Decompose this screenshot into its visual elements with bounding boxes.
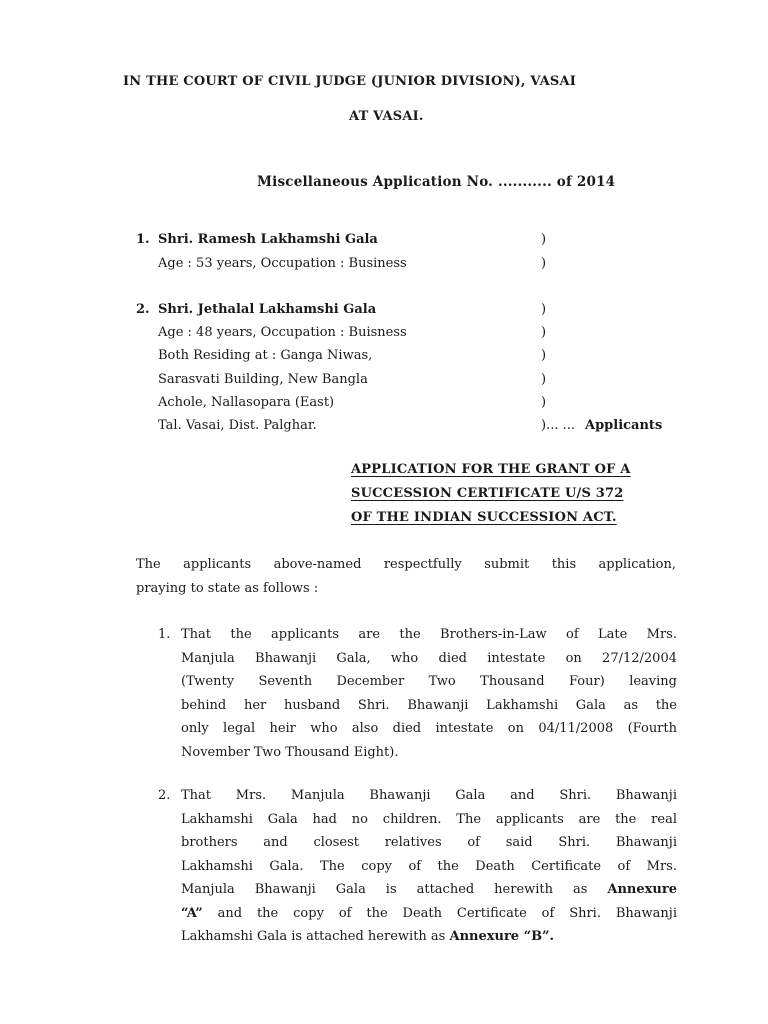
bracket-dots: )... ...	[541, 418, 575, 433]
bracket: )	[541, 232, 547, 247]
applicant-2-address-line: Sarasvati Building, New Bangla	[158, 372, 368, 387]
applicant-2-address-row	[136, 414, 696, 438]
applicant-1-details: Age : 53 years, Occupation : Business	[158, 256, 407, 271]
applicants-label: Applicants	[585, 418, 663, 433]
applicant-2-address-row	[136, 344, 696, 368]
applicant-2-address-row	[136, 368, 696, 392]
subject-line-3: OF THE INDIAN SUCCESSION ACT.	[351, 510, 617, 525]
paragraph-line: only legal heir who also died intestate on 04/11/2008 (Fourth	[181, 721, 677, 736]
annexure-b-label: Annexure “B”.	[449, 929, 555, 944]
applicant-1-details-row	[136, 252, 696, 276]
applicant-2-address-row	[136, 391, 696, 415]
paragraph-line	[181, 925, 677, 949]
annexure-a-label: Annexure	[607, 882, 677, 897]
bracket: )	[541, 256, 547, 271]
paragraph-2	[181, 784, 677, 949]
paragraph-line: brothers and closest relatives of said Shri. Bhawanji	[181, 835, 677, 850]
paragraph-text: Manjula Bhawanji Gala is attached herewith as	[181, 882, 588, 897]
paragraph-line: behind her husband Shri. Bhawanji Lakhamshi Gala as the	[181, 697, 677, 713]
applicant-2-name-row	[136, 298, 696, 322]
paragraph-1	[181, 623, 677, 764]
paragraph-line: Manjula Bhawanji Gala, who died intestate on 27/12/2004	[181, 650, 677, 666]
annexure-a-mark: “A”	[181, 905, 203, 921]
bracket: )	[541, 302, 547, 317]
paragraph-line: That Mrs. Manjula Bhawanji Gala and Shri. Bhawanji	[181, 788, 677, 803]
bracket: )	[541, 348, 547, 363]
bracket: )	[541, 395, 547, 410]
paragraph-1-number: 1.	[158, 627, 171, 642]
subject-line-1: APPLICATION FOR THE GRANT OF A	[351, 462, 631, 477]
applicant-2-details: Age : 48 years, Occupation : Buisness	[158, 325, 407, 340]
applicant-2-details-row	[136, 321, 696, 345]
paragraph-line: Lakhamshi Gala had no children. The applicants are the real	[181, 811, 677, 827]
applicant-1-name: Shri. Ramesh Lakhamshi Gala	[158, 232, 378, 247]
paragraph-line	[181, 878, 677, 902]
bracket: )	[541, 325, 547, 340]
intro-line: praying to state as follows :	[136, 580, 319, 596]
applicant-2-name: Shri. Jethalal Lakhamshi Gala	[158, 302, 377, 317]
applicant-2-number: 2.	[136, 302, 150, 317]
applicant-2-address-line: Achole, Nallasopara (East)	[158, 395, 335, 410]
intro-line: The applicants above-named respectfully submit this application,	[136, 557, 676, 572]
applicant-2-address-line: Tal. Vasai, Dist. Palghar.	[158, 418, 317, 433]
paragraph-text: Lakhamshi Gala is attached herewith as	[181, 929, 450, 944]
applicant-1-number: 1.	[136, 232, 150, 247]
bracket: )	[541, 372, 547, 387]
paragraph-2-number: 2.	[158, 788, 171, 803]
paragraph-line: Lakhamshi Gala. The copy of the Death Certificate of Mrs.	[181, 858, 677, 874]
paragraph-line: That the applicants are the Brothers-in-Law of Late Mrs.	[181, 627, 677, 642]
applicant-1-name-row	[136, 228, 696, 252]
paragraph-line	[181, 902, 677, 926]
paragraph-line: (Twenty Seventh December Two Thousand Four) leaving	[181, 674, 677, 689]
paragraph-text: and the copy of the Death Certificate of Shri. Bhawanji	[202, 905, 677, 921]
paragraph-line: November Two Thousand Eight).	[181, 744, 399, 760]
court-heading: IN THE COURT OF CIVIL JUDGE (JUNIOR DIVISION), VASAI	[123, 74, 577, 89]
intro-paragraph	[136, 553, 676, 600]
court-place: AT VASAI.	[349, 109, 424, 124]
application-number: Miscellaneous Application No. ........... of 2014	[257, 174, 616, 190]
subject-line-2: SUCCESSION CERTIFICATE U/S 372	[351, 486, 624, 501]
applicant-2-address-line: Both Residing at : Ganga Niwas,	[158, 348, 373, 363]
